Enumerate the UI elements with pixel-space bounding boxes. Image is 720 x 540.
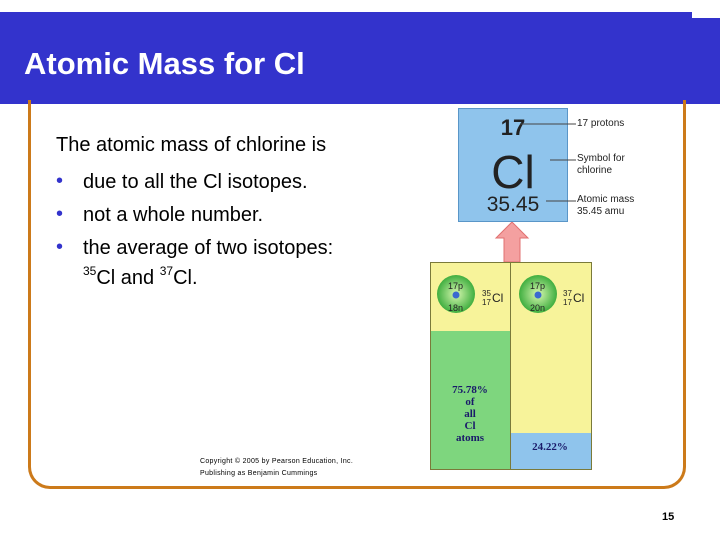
isotope-mass-35: 35 <box>83 264 97 278</box>
annotation-symbol-line2: chlorine <box>577 165 613 176</box>
tile-atomic-number: 17 <box>500 115 526 140</box>
cl37-mass-number: 37 <box>563 289 572 298</box>
lead-sentence: The atomic mass of chlorine is <box>56 134 327 156</box>
cl37-atomic-number: 17 <box>563 298 572 307</box>
slide-title: Atomic Mass for Cl <box>24 46 305 81</box>
cl35-desc-cl: Cl <box>464 420 476 432</box>
cl35-desc-all: all <box>464 408 476 420</box>
isotope-symbol-2: Cl. <box>173 267 198 289</box>
title-bar-notch <box>692 12 720 18</box>
bullet-dot-icon: • <box>56 170 64 192</box>
cl35-symbol: Cl <box>492 291 504 305</box>
annotation-mass-line2: 35.45 amu <box>577 206 625 217</box>
annotation-leader-lines <box>520 108 580 220</box>
cl35-abundance-text <box>430 384 510 444</box>
bullet-dot-icon: • <box>56 203 64 225</box>
tile-atomic-mass: 35.45 <box>486 193 540 216</box>
cl35-mass-number: 35 <box>482 289 491 298</box>
copyright-line-1: Copyright © 2005 by Pearson Education, Inc. <box>200 458 354 465</box>
title-bar <box>0 12 720 104</box>
annotation-mass-line1: Atomic mass <box>577 194 635 205</box>
annotation-protons: 17 protons <box>577 118 625 129</box>
cl35-neutrons: 18n <box>448 303 464 313</box>
isotope-mass-37: 37 <box>159 264 174 278</box>
tile-element-symbol: Cl <box>491 146 535 198</box>
copyright-notice <box>200 456 353 480</box>
bullet-dot-icon: • <box>56 236 64 258</box>
cl37-protons: 17p <box>530 281 546 291</box>
cl37-percent: 24.22% <box>532 441 568 453</box>
cl37-neutrons: 20n <box>530 303 546 313</box>
page-number: 15 <box>662 511 675 523</box>
cl35-desc-of: of <box>465 396 475 408</box>
cl37-symbol: Cl <box>573 291 585 305</box>
bullet-text: due to all the Cl isotopes. <box>83 171 308 193</box>
cl35-percent: 75.78% <box>452 384 488 396</box>
copyright-line-2: Publishing as Benjamin Cummings <box>200 470 318 477</box>
cl35-desc-atoms: atoms <box>455 432 485 444</box>
isotope-symbol-1: Cl and <box>96 267 160 289</box>
up-arrow-icon <box>494 222 530 262</box>
annotation-symbol-line1: Symbol for <box>577 153 625 164</box>
bullet-text: not a whole number. <box>83 204 264 226</box>
bullet-text: the average of two isotopes: <box>83 237 334 259</box>
cl35-atomic-number: 17 <box>482 298 491 307</box>
cl35-protons: 17p <box>448 281 464 291</box>
isotope-notation <box>83 264 198 289</box>
